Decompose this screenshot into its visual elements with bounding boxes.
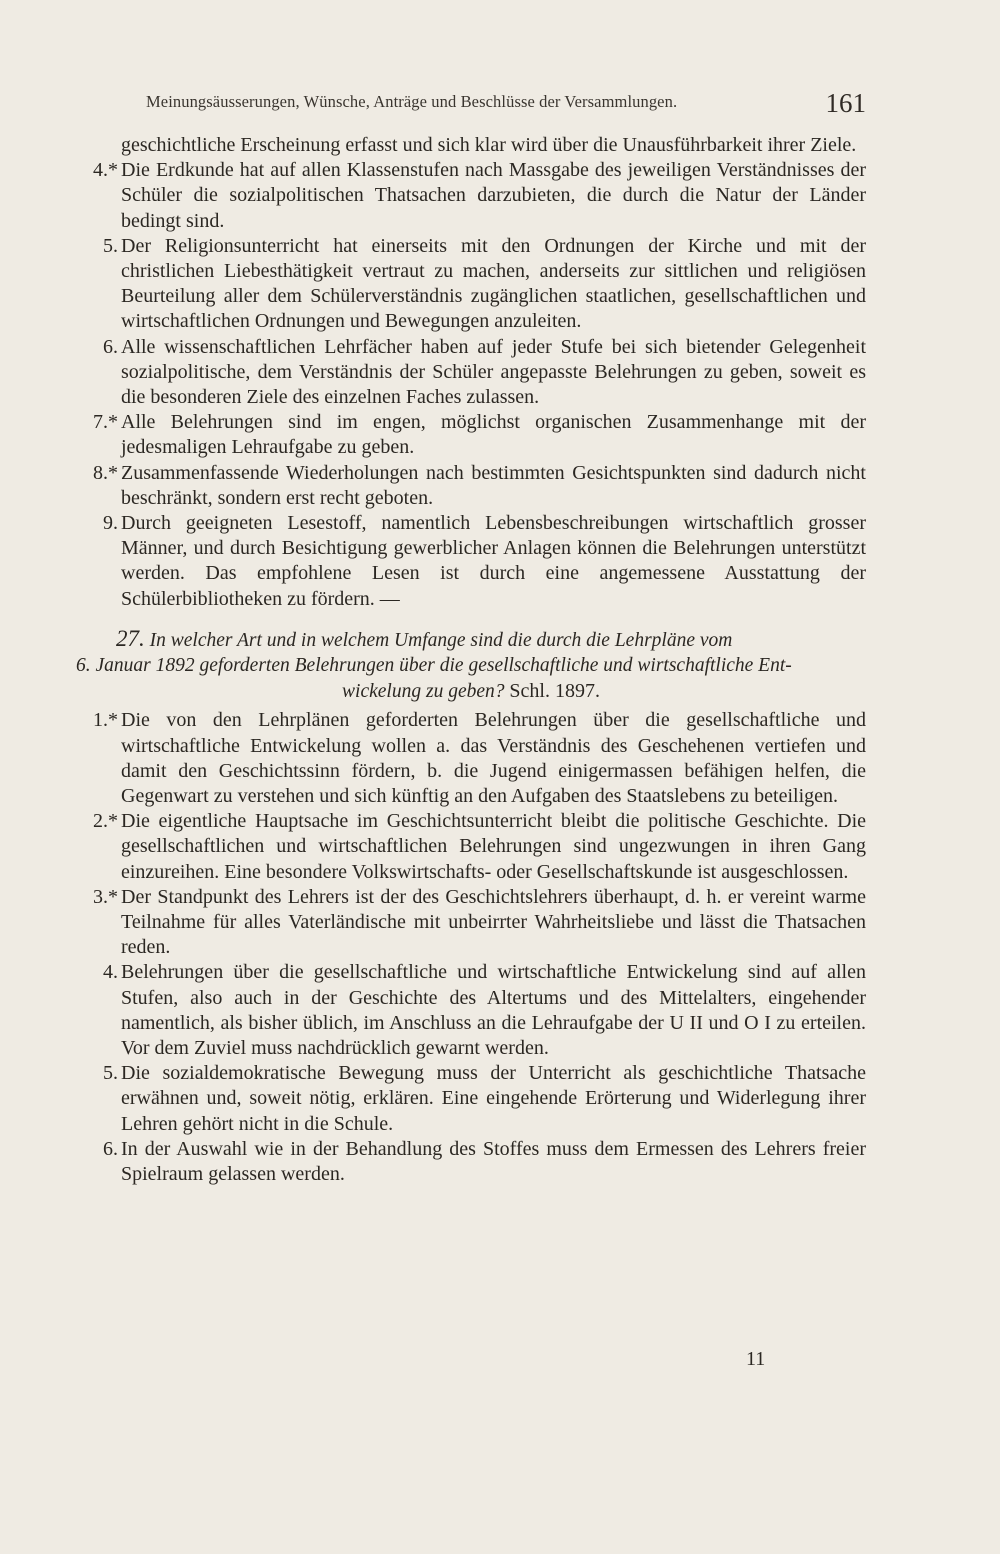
section2-list [76,708,866,1187]
item-text: Die Erdkunde hat auf allen Klassenstufen nach Massgabe des jeweiligen Verständnisses der Schüler die sozialpolitischen Thatsachen darzubieten, die durch die Natur der Länder bedingt sind. [121,159,866,232]
section1-list [76,158,866,612]
item-number: 4.* [93,159,118,182]
page-header [146,88,866,118]
list-item [76,158,866,234]
item-number: 4. [103,961,118,984]
item-number: 7.* [93,411,118,434]
item-text: Durch geeigneten Lesestoff, namentlich Lebensbeschreibungen wirtschaftlich grosser Männer, und durch Besichtigung gewerblicher Anlagen können die Belehrungen unterstützt werden. Das empfohlene Lesen ist durch eine angemessene Ausstattung der Schülerbibliotheken zu fördern. — [121,512,866,610]
continuation-paragraph: geschichtliche Erscheinung erfasst und sich klar wird über die Unausführbarkeit ihrer Ziele. [121,134,857,156]
heading-number: 27. [116,625,145,651]
item-text: Zusammenfassende Wiederholungen nach bestimmten Gesichtspunkten sind dadurch nicht beschränkt, sondern erst recht geboten. [121,461,866,509]
item-text: Die sozialdemokratische Bewegung muss der Unterricht als geschichtliche Thatsache erwähnen und, soweit nötig, erklären. Eine eingehende Erörterung und Widerlegung ihrer Lehren gehört nicht in die Schule. [121,1062,866,1135]
item-number: 6. [103,335,118,358]
list-item [76,511,866,612]
heading-line-2: 6. Januar 1892 geforderten Belehrungen über die gesellschaftliche und wirtschaftliche Ent- [76,655,792,677]
heading-source: Schl. 1897. [509,679,600,702]
item-text: Belehrungen über die gesellschaftliche und wirtschaftliche Entwickelung sind auf allen Stufen, also auch in der Geschichte des Altertums und des Mittelalters, eingehender namentlich, als bisher üblich, im Anschluss an die Lehraufgabe der U II und O I zu erteilen. Vor dem Zuviel muss nachdrücklich gewarnt werden. [121,961,866,1059]
item-number: 8.* [93,461,118,484]
heading-line-3: wickelung zu geben? [342,680,505,702]
item-text: In der Auswahl wie in der Behandlung des Stoffes muss dem Ermessen des Lehrers freier Spielraum gelassen werden. [121,1137,866,1186]
running-title: Meinungsäusserungen, Wünsche, Anträge und Beschlüsse der Versammlungen. [146,92,678,111]
list-item [76,1061,866,1137]
list-item [76,708,866,809]
list-item [76,809,866,885]
item-number: 5. [103,234,118,257]
item-text: Der Religionsunterricht hat einerseits mit den Ordnungen der Kirche und mit der christlichen Liebesthätigkeit vertraut zu machen, anderseits zur sittlichen und religiösen Beurteilung aller dem Schülerverständnis zugänglichen staatlichen, gesellschaftlichen und wirtschaftlichen Ordnungen und Bewegungen anzuleiten. [121,234,866,333]
list-item [76,410,866,460]
page-number: 161 [825,88,866,118]
list-item [76,885,866,961]
item-text: Die eigentliche Hauptsache im Geschichtsunterricht bleibt die politische Geschichte. Die gesellschaftlichen und wirtschaftlichen Belehrungen sind ungezwungen in ihren Gang einzureihen. Eine besondere Volkswirtschafts- oder Gesellschaftskunde ist ausgeschlossen. [121,810,866,883]
section-heading [76,626,866,705]
heading-line-1: In welcher Art und in welchem Umfange sind die durch die Lehrpläne vom [149,629,733,651]
page-body [76,133,866,1187]
list-item [76,461,866,511]
item-number: 5. [103,1062,118,1085]
item-text: Alle Belehrungen sind im engen, möglichst organischen Zusammenhange mit der jedesmaligen Lehraufgabe zu geben. [121,411,866,459]
list-item [76,234,866,335]
item-number: 6. [103,1137,118,1160]
signature-mark: 11 [746,1348,766,1370]
list-item [76,335,866,411]
list-item [76,1137,866,1187]
item-number: 9. [103,512,118,535]
item-number: 3.* [93,885,118,908]
item-text: Die von den Lehrplänen geforderten Belehrungen über die gesellschaftliche und wirtschaftliche Entwickelung wollen a. das Verständnis des Geschehenen vertiefen und damit den Geschichtssinn fördern, b. die Jugend einigermassen befähigen helfen, die Gegenwart zu verstehen und sich künftig an den Aufgaben des Staatslebens zu beteiligen. [121,709,866,807]
item-text: Alle wissenschaftlichen Lehrfächer haben auf jeder Stufe bei sich bietender Gelegenheit sozialpolitische, dem Verständnis der Schüler angepasste Belehrungen zu geben, soweit es die besonderen Ziele des einzelnen Faches zulassen. [121,335,866,409]
item-number: 1.* [93,709,118,732]
item-number: 2.* [93,810,118,833]
list-item [76,960,866,1061]
item-text: Der Standpunkt des Lehrers ist der des Geschichtslehrers überhaupt, d. h. er vereint warme Teilnahme für alles Vaterländische mit unbeirrter Wahrheitsliebe und lässt die Thatsachen reden. [121,885,866,959]
